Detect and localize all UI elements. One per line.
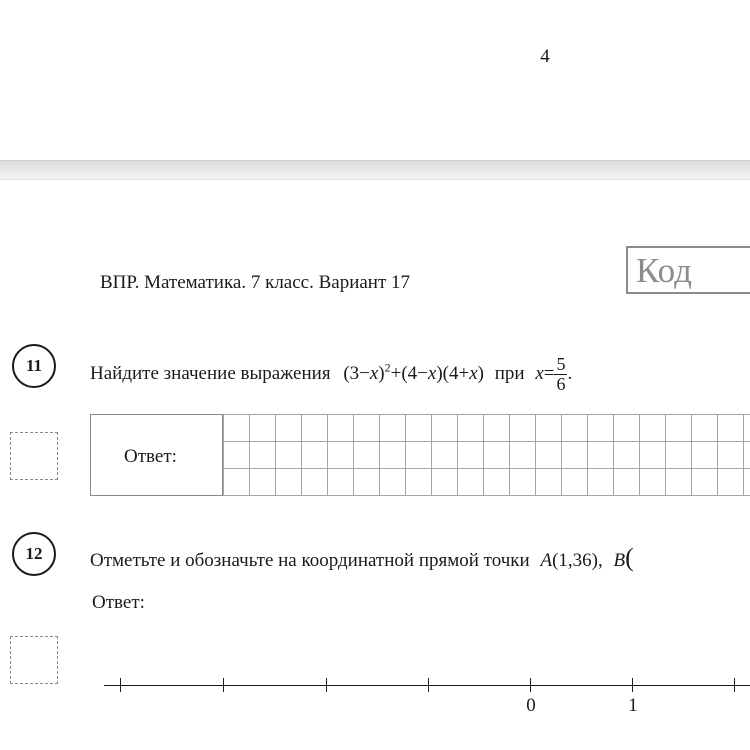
expr-part: )(4+	[436, 362, 470, 384]
number-line-tick	[326, 678, 327, 692]
point-b-name: B	[613, 550, 626, 571]
task-11-number-circle	[12, 344, 56, 388]
document-header-title: ВПР. Математика. 7 класс. Вариант 17	[100, 272, 411, 293]
task-11-score-box[interactable]	[10, 432, 58, 480]
task-12-score-box[interactable]	[10, 636, 58, 684]
task-11-when-word: при	[494, 362, 525, 384]
code-label: Код	[636, 251, 692, 290]
task-11-eq-sign: =	[543, 362, 555, 384]
expr-part: )	[378, 362, 385, 384]
expr-part: +(4−	[390, 362, 428, 384]
expr-variable: x	[469, 362, 478, 384]
tick-label-zero: 0	[526, 695, 536, 716]
task-11-answer-label: Ответ:	[124, 446, 177, 467]
task-12-prompt: Отметьте и обозначьте на координатной прямой точки	[90, 550, 530, 571]
expr-variable: x	[369, 362, 379, 384]
point-a-name: A	[540, 550, 553, 571]
expr-exponent: 2	[384, 360, 391, 375]
number-line[interactable]	[104, 685, 750, 686]
expr-part: )	[477, 362, 484, 384]
page-number: 4	[540, 46, 550, 67]
task-11-prompt: Найдите значение выражения	[90, 362, 331, 384]
task-11-number: 11	[25, 356, 43, 375]
task-11-expression	[343, 360, 488, 384]
number-line-tick-one	[632, 678, 633, 692]
task-12-text	[90, 543, 634, 573]
number-line-tick	[120, 678, 121, 692]
point-a-value: (1,36),	[552, 550, 603, 571]
fraction-denominator: 6	[556, 373, 566, 394]
code-box	[626, 246, 750, 294]
page-divider	[0, 160, 750, 180]
task-12-number: 12	[25, 544, 43, 563]
expr-variable: x	[427, 362, 437, 384]
number-line-tick-zero	[530, 678, 531, 692]
number-line-tick	[734, 678, 735, 692]
expr-part: (3−	[343, 362, 370, 384]
tick-label-one: 1	[628, 695, 638, 716]
task-11-text	[90, 355, 572, 394]
task-11-variable: x	[535, 362, 544, 384]
fraction-numerator: 5	[556, 354, 566, 374]
task-11-fraction	[554, 355, 567, 394]
task-12-number-circle	[12, 532, 56, 576]
task-11-end-dot: .	[567, 362, 573, 384]
number-line-tick	[428, 678, 429, 692]
number-line-tick	[223, 678, 224, 692]
task-11-answer-grid[interactable]	[222, 414, 750, 496]
point-b-open: (	[625, 543, 634, 572]
task-12-answer-label: Ответ:	[92, 592, 145, 613]
